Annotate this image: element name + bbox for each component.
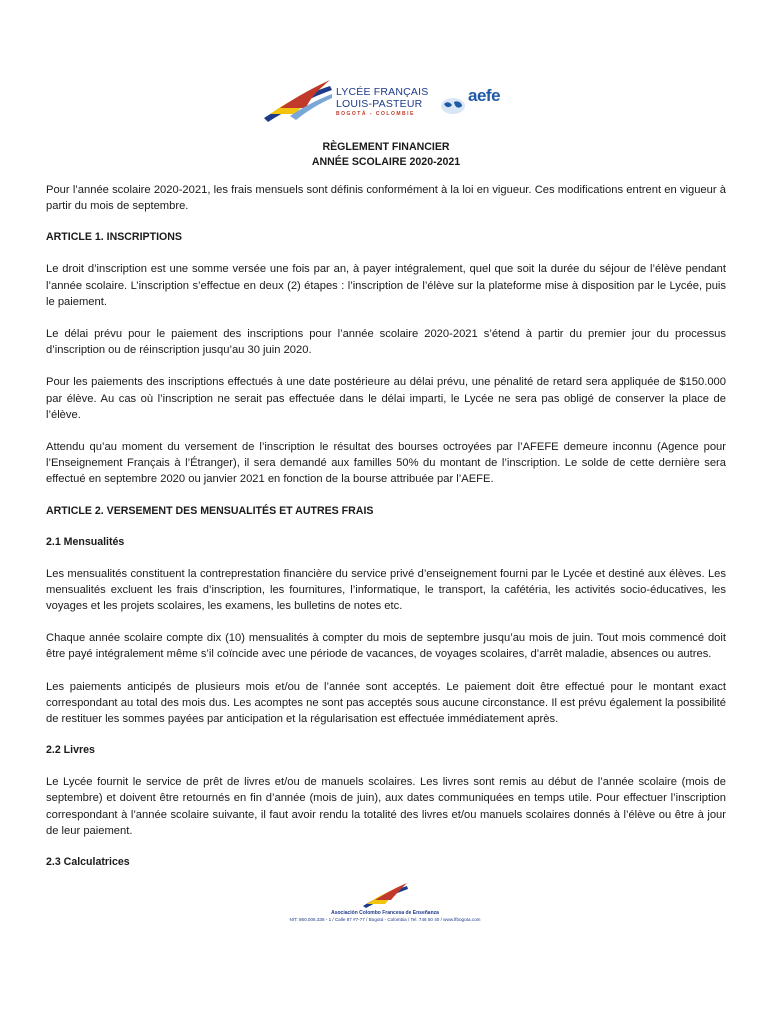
section-2-1-heading: 2.1 Mensualités xyxy=(46,535,125,548)
intro-paragraph: Pour l’année scolaire 2020-2021, les frais mensuels sont définis conformément à la loi en vigueur. Ces modifications entrent en vigueur à partir du mois de septembre. xyxy=(46,184,726,213)
document-body xyxy=(46,140,726,870)
footer-flag-icon xyxy=(355,882,415,910)
globe-icon xyxy=(440,96,466,116)
section-2-1-paragraph-1: Les mensualités constituent la contreprestation financière du service privé d’enseignement fourni par le Lycée et destiné aux élèves. Les mensualités excluent les frais d’inscription, les fournitures, l’informatique, le transport, la cafétéria, les activités socio-éducatives, les voyages et les projets scolaires, les examens, les bulletins de notes etc. xyxy=(46,567,726,613)
document-subtitle: ANNÉE SCOLAIRE 2020-2021 xyxy=(311,156,461,168)
footer-organization: Asociación Colombo Francesa de Enseñanza xyxy=(331,910,439,916)
section-2-3-heading: 2.3 Calculatrices xyxy=(46,856,130,869)
article1-paragraph-2: Le délai prévu pour le paiement des inscriptions pour l’année scolaire 2020-2021 s’étend à partir du premier jour du processus d’inscription ou de réinscription jusqu’au 30 juin 2020. xyxy=(46,328,726,357)
aefe-wordmark: aefe xyxy=(468,86,501,105)
section-2-2-paragraph-1: Le Lycée fournit le service de prêt de livres et/ou de manuels scolaires. Les livres sont remis au début de l’année scolaire (mois de septembre) et doivent être retournés en fin d’année (mois de juin), aux dates communiquées en temps utile. Pour effectuer l’inscription correspondant à l’année scolaire suivante, il faut avoir rendu la totalité des livres et/ou manuels scolaires donnés à l’élève ou être à jour de leur paiement. xyxy=(46,776,726,837)
footer xyxy=(240,882,530,932)
section-2-1-paragraph-2: Chaque année scolaire compte dix (10) mensualités à compter du mois de septembre jusqu’au mois de juin. Tout mois commencé doit être payé intégralement même s’il coïncide avec une période de vacances, de voyages scolaires, d’arrêt maladie, absences ou autres. xyxy=(46,632,726,661)
school-name-line2: LOUIS-PASTEUR xyxy=(336,98,423,110)
footer-contact-info: NIT: 860.006.338 - 1 / Calle 87 #7-77 / Bogotá - Colombia / Tel. 746 50 40 / www.lfbogota.com xyxy=(289,917,481,922)
aefe-logo xyxy=(438,84,518,124)
article1-paragraph-3: Pour les paiements des inscriptions effectués à une date postérieure au délai prévu, une pénalité de retard sera appliquée de $150.000 par élève. Au cas où l’inscription ne serait pas effectuée dans le délai imparti, le Lycée ne sera pas obligé de conserver la place de l’élève. xyxy=(46,376,726,421)
article2-heading: ARTICLE 2. VERSEMENT DES MENSUALITÉS ET AUTRES FRAIS xyxy=(46,504,374,517)
school-name-line1: LYCÉE FRANÇAIS xyxy=(336,86,429,98)
header-logos xyxy=(260,78,520,128)
document-title: RÈGLEMENT FINANCIER xyxy=(322,141,450,153)
lycee-flag-icon xyxy=(260,78,336,126)
article1-heading: ARTICLE 1. INSCRIPTIONS xyxy=(46,231,182,244)
article1-paragraph-4: Attendu qu’au moment du versement de l’inscription le résultat des bourses octroyées par l’AFEFE demeure inconnu (Agence pour l’Enseignement Français à l’Étranger), il sera demandé aux familles 50% du montant de l’inscription. Le solde de cette dernière sera effectué en septembre 2020 ou janvier 2021 en fonction de la bourse attribuée par l’AEFE. xyxy=(46,441,726,486)
school-city: BOGOTÁ - COLOMBIE xyxy=(336,111,415,117)
article1-paragraph-1: Le droit d’inscription est une somme versée une fois par an, à payer intégralement, quel que soit la durée du séjour de l’élève pendant l’année scolaire. L’inscription s’effectue en deux (2) étapes : l’inscription de l’élève sur la plateforme mise à disposition par le Lycée, puis le paiement. xyxy=(46,263,726,308)
lycee-logo xyxy=(260,78,429,126)
section-2-1-paragraph-3: Les paiements anticipés de plusieurs mois et/ou de l’année sont acceptés. Le paiement doit être effectué pour le montant exact correspondant au total des mois dus. Les acomptes ne sont pas acceptés sous aucune circonstance. Il est prévu également la possibilité de restituer les sommes payées par anticipation et la régularisation est effectuée immédiatement après. xyxy=(46,680,726,726)
section-2-2-heading: 2.2 Livres xyxy=(46,744,95,757)
